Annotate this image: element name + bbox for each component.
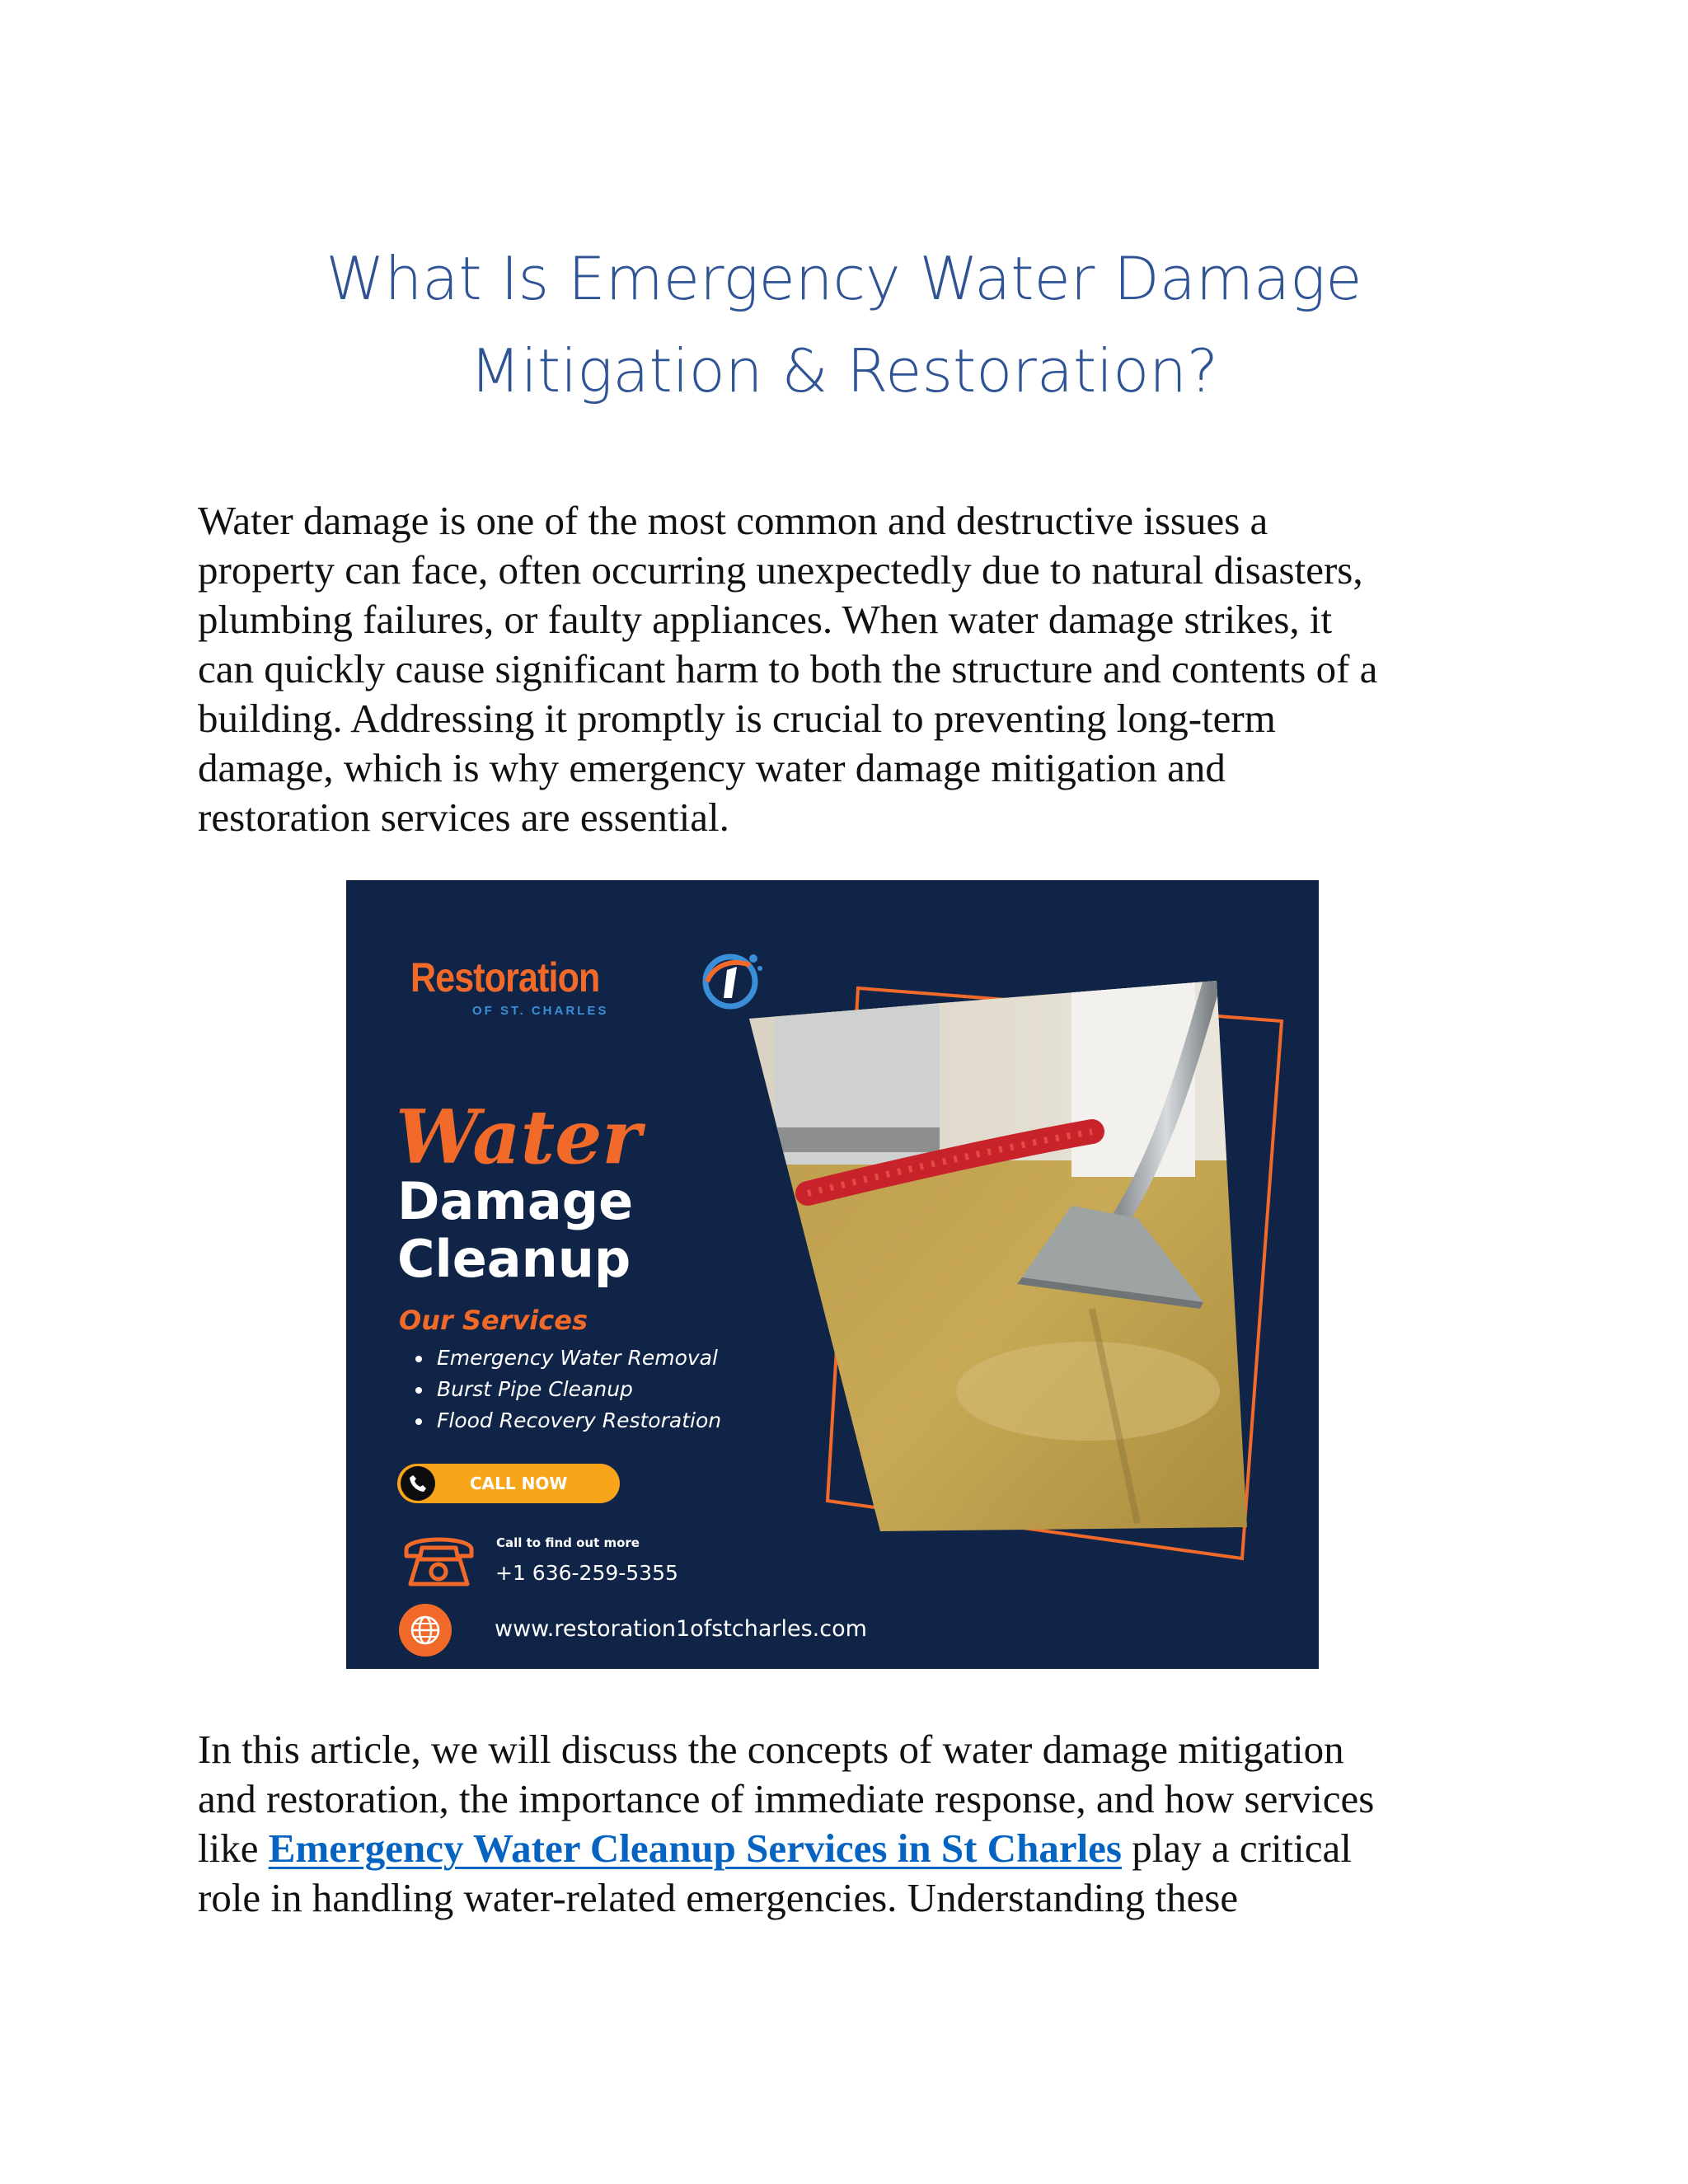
intro-line: plumbing failures, or faulty appliances. When water damage strikes, it — [198, 597, 1333, 642]
logo-subtitle: OF ST. CHARLES — [472, 1004, 609, 1018]
telephone-icon — [400, 1531, 478, 1589]
intro-line: restoration services are essential. — [198, 794, 729, 840]
emergency-water-cleanup-link[interactable]: Emergency Water Cleanup Services in St Charles — [268, 1825, 1123, 1871]
article-line: and restoration, the importance of immediate response, and how services — [198, 1776, 1375, 1821]
contact-phone: +1 636-259-5355 — [495, 1561, 678, 1585]
intro-line: can quickly cause significant harm to both the structure and contents of a — [198, 646, 1378, 691]
restoration-logo — [410, 950, 715, 1024]
wave-one-logo-icon — [699, 950, 763, 1010]
promo-banner-image — [346, 880, 1319, 1669]
headline — [397, 1173, 633, 1288]
contact-caption: Call to find out more — [496, 1535, 640, 1550]
article-line — [198, 1824, 1517, 1873]
website-url: www.restoration1ofstcharles.com — [495, 1616, 867, 1642]
headline-line-2: Cleanup — [397, 1229, 631, 1289]
service-item: Emergency Water Removal — [412, 1343, 721, 1374]
article-text: like — [198, 1825, 269, 1871]
article-text: play a critical — [1122, 1825, 1352, 1871]
headline-line-1: Damage — [397, 1171, 634, 1231]
intro-line: property can face, often occurring unexpectedly due to natural disasters, — [198, 547, 1363, 593]
call-now-label: CALL NOW — [470, 1474, 568, 1493]
article-paragraph — [198, 1725, 1517, 1923]
service-item: Flood Recovery Restoration — [412, 1405, 721, 1436]
page-title — [165, 232, 1523, 417]
phone-icon — [401, 1466, 435, 1501]
call-now-button[interactable] — [397, 1464, 620, 1503]
headline-accent: Water — [396, 1094, 641, 1181]
globe-icon — [399, 1604, 452, 1657]
title-line-1: What Is Emergency Water Damage — [326, 244, 1362, 313]
intro-line: Water damage is one of the most common and destructive issues a — [198, 498, 1268, 543]
intro-line: building. Addressing it promptly is crucial to preventing long-term — [198, 696, 1276, 741]
services-title: Our Services — [399, 1305, 588, 1336]
article-line: role in handling water-related emergencies. Understanding these — [198, 1875, 1239, 1920]
logo-wordmark: Restoration — [410, 954, 600, 1001]
intro-paragraph — [198, 496, 1517, 842]
title-line-2: Mitigation & Restoration? — [469, 336, 1219, 405]
services-list — [412, 1343, 721, 1436]
service-item: Burst Pipe Cleanup — [412, 1374, 721, 1405]
intro-line: damage, which is why emergency water damage mitigation and — [198, 745, 1226, 790]
article-line: In this article, we will discuss the concepts of water damage mitigation — [198, 1727, 1344, 1772]
